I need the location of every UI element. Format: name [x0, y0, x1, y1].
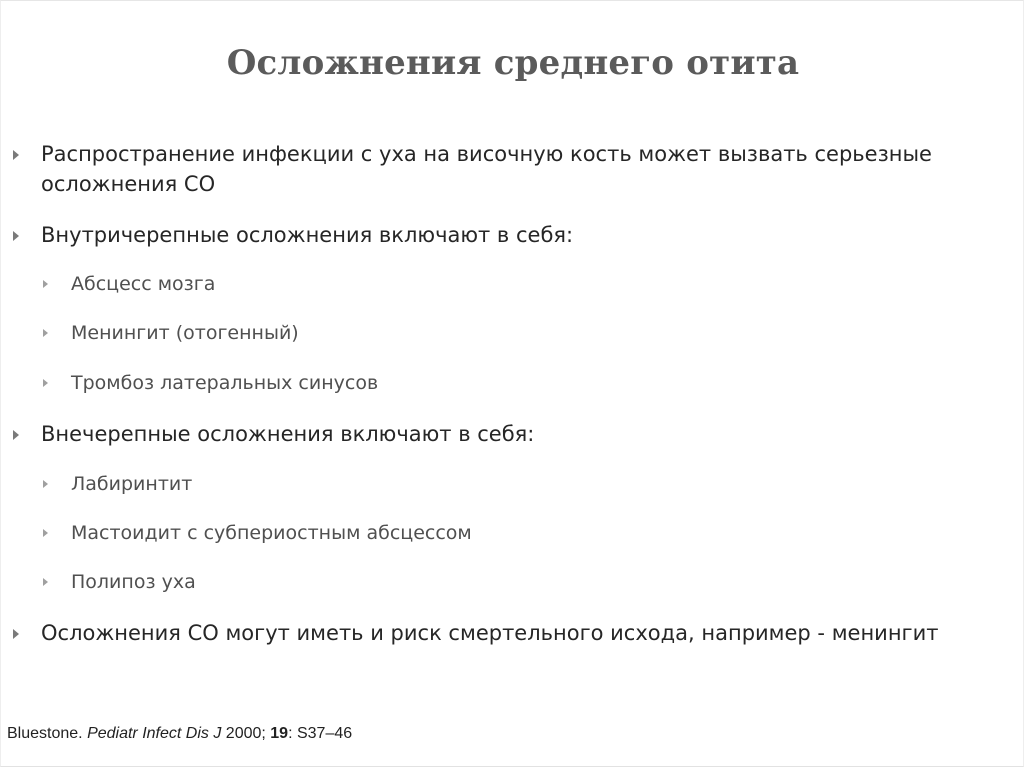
- sub-bullet-text: Мастоидит с субпериостным абсцессом: [71, 522, 472, 544]
- sub-bullet-item: [71, 518, 971, 548]
- sub-bullet-item: [71, 567, 971, 597]
- sub-bullet-text: Тромбоз латеральных синусов: [71, 372, 379, 394]
- sub-bullet-arrow-icon: [43, 529, 48, 537]
- citation-pages: : S37–46: [288, 725, 353, 742]
- sub-bullet-arrow-icon: [43, 578, 48, 586]
- sub-bullet-item: [71, 318, 971, 348]
- citation-journal: Pediatr Infect Dis J: [87, 725, 222, 742]
- bullet-text: Внечерепные осложнения включают в себя:: [41, 422, 535, 446]
- slide-title: Осложнения среднего отита: [226, 43, 800, 83]
- sub-bullet-arrow-icon: [43, 480, 48, 488]
- sub-bullet-arrow-icon: [43, 280, 48, 288]
- citation-year: 2000;: [221, 725, 271, 742]
- bullet-arrow-icon: [13, 629, 19, 639]
- sub-bullet-text: Абсцесс мозга: [71, 273, 216, 295]
- bullet-item: [41, 419, 991, 449]
- citation-author: Bluestone.: [7, 725, 88, 742]
- bullet-item: [41, 139, 991, 199]
- sub-bullet-item: [71, 368, 971, 398]
- sub-bullet-text: Полипоз уха: [71, 571, 196, 593]
- sub-bullet-item: [71, 469, 971, 499]
- bullet-text: Внутричерепные осложнения включают в себя:: [41, 223, 574, 247]
- citation: [7, 725, 352, 743]
- bullet-text: Распространение инфекции с уха на височную кость может вызвать серьезные осложнения СО: [41, 142, 932, 196]
- sub-bullet-text: Лабиринтит: [71, 473, 193, 495]
- sub-bullet-item: [71, 269, 971, 299]
- bullet-arrow-icon: [13, 231, 19, 241]
- sub-bullet-arrow-icon: [43, 329, 48, 337]
- bullet-list: [1, 1, 1024, 767]
- sub-bullet-text: Менингит (отогенный): [71, 322, 299, 344]
- bullet-text: Осложнения СО могут иметь и риск смертельного исхода, например - менингит: [41, 621, 939, 645]
- bullet-arrow-icon: [13, 150, 19, 160]
- citation-volume: 19: [270, 725, 289, 742]
- bullet-item: [41, 220, 991, 250]
- bullet-arrow-icon: [13, 430, 19, 440]
- bullet-item: [41, 618, 991, 648]
- sub-bullet-arrow-icon: [43, 379, 48, 387]
